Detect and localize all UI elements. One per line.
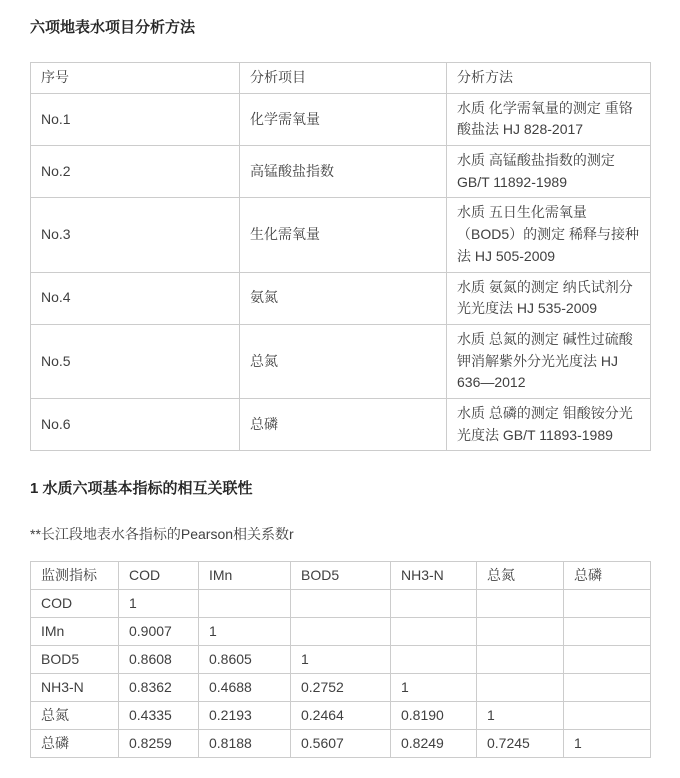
table-row — [31, 702, 651, 730]
correlation-table-caption: **长江段地表水各指标的Pearson相关系数r — [30, 526, 294, 543]
cell-no: No.4 — [31, 272, 240, 324]
corr-value — [564, 674, 651, 702]
corr-row-label: IMn — [31, 618, 119, 646]
cell-no: No.5 — [31, 324, 240, 398]
cell-item: 化学需氧量 — [240, 93, 447, 145]
corr-value: 0.9007 — [119, 618, 199, 646]
corr-value: 0.2752 — [291, 674, 391, 702]
corr-header: 总氮 — [477, 562, 564, 590]
corr-row-label: 总磷 — [31, 730, 119, 758]
corr-value: 0.2193 — [199, 702, 291, 730]
corr-value: 1 — [119, 590, 199, 618]
cell-method: 水质 五日生化需氧量（BOD5）的测定 稀释与接种法 HJ 505-2009 — [447, 198, 651, 272]
cell-item: 生化需氧量 — [240, 198, 447, 272]
corr-value — [199, 590, 291, 618]
corr-value: 0.2464 — [291, 702, 391, 730]
table-row — [31, 272, 651, 324]
corr-value — [291, 590, 391, 618]
corr-value: 1 — [391, 674, 477, 702]
corr-value — [564, 646, 651, 674]
corr-header: COD — [119, 562, 199, 590]
table-row — [31, 674, 651, 702]
corr-value: 1 — [564, 730, 651, 758]
section-heading: 1 水质六项基本指标的相互关联性 — [30, 480, 253, 498]
cell-no: No.6 — [31, 398, 240, 450]
corr-value: 1 — [291, 646, 391, 674]
corr-value: 0.4335 — [119, 702, 199, 730]
corr-value: 0.8608 — [119, 646, 199, 674]
corr-value: 0.4688 — [199, 674, 291, 702]
corr-row-label: COD — [31, 590, 119, 618]
corr-header: IMn — [199, 562, 291, 590]
table-row — [31, 646, 651, 674]
corr-value — [391, 590, 477, 618]
correlation-header-row — [31, 562, 651, 590]
corr-row-label: NH3-N — [31, 674, 119, 702]
table-row — [31, 618, 651, 646]
corr-value — [564, 702, 651, 730]
table-row — [31, 93, 651, 145]
corr-header: NH3-N — [391, 562, 477, 590]
page-title: 六项地表水项目分析方法 — [30, 19, 196, 36]
cell-no: No.1 — [31, 93, 240, 145]
table-row — [31, 730, 651, 758]
corr-header: 监测指标 — [31, 562, 119, 590]
corr-value — [564, 618, 651, 646]
cell-no: No.3 — [31, 198, 240, 272]
corr-value: 1 — [199, 618, 291, 646]
corr-header: BOD5 — [291, 562, 391, 590]
methods-header-method: 分析方法 — [447, 63, 651, 94]
cell-no: No.2 — [31, 146, 240, 198]
table-row — [31, 590, 651, 618]
table-row — [31, 324, 651, 398]
corr-value — [477, 590, 564, 618]
corr-value — [477, 618, 564, 646]
table-row — [31, 198, 651, 272]
cell-method: 水质 总磷的测定 钼酸铵分光光度法 GB/T 11893-1989 — [447, 398, 651, 450]
corr-value: 0.8605 — [199, 646, 291, 674]
corr-value: 0.8259 — [119, 730, 199, 758]
cell-method: 水质 高锰酸盐指数的测定 GB/T 11892-1989 — [447, 146, 651, 198]
correlation-table — [30, 561, 651, 758]
corr-header: 总磷 — [564, 562, 651, 590]
corr-value — [477, 646, 564, 674]
corr-value: 0.7245 — [477, 730, 564, 758]
cell-method: 水质 化学需氧量的测定 重铬酸盐法 HJ 828-2017 — [447, 93, 651, 145]
corr-row-label: 总氮 — [31, 702, 119, 730]
methods-header-no: 序号 — [31, 63, 240, 94]
cell-item: 高锰酸盐指数 — [240, 146, 447, 198]
cell-method: 水质 总氮的测定 碱性过硫酸钾消解紫外分光光度法 HJ 636—2012 — [447, 324, 651, 398]
corr-value: 0.5607 — [291, 730, 391, 758]
corr-value — [391, 646, 477, 674]
corr-value: 0.8190 — [391, 702, 477, 730]
corr-value — [564, 590, 651, 618]
cell-item: 总氮 — [240, 324, 447, 398]
table-row — [31, 398, 651, 450]
methods-header-row — [31, 63, 651, 94]
corr-value — [477, 674, 564, 702]
cell-item: 氨氮 — [240, 272, 447, 324]
methods-table — [30, 62, 651, 451]
corr-value: 0.8362 — [119, 674, 199, 702]
cell-method: 水质 氨氮的测定 纳氏试剂分光光度法 HJ 535-2009 — [447, 272, 651, 324]
corr-value: 0.8249 — [391, 730, 477, 758]
corr-value: 0.8188 — [199, 730, 291, 758]
corr-value: 1 — [477, 702, 564, 730]
corr-value — [291, 618, 391, 646]
methods-header-item: 分析项目 — [240, 63, 447, 94]
table-row — [31, 146, 651, 198]
cell-item: 总磷 — [240, 398, 447, 450]
corr-value — [391, 618, 477, 646]
corr-row-label: BOD5 — [31, 646, 119, 674]
